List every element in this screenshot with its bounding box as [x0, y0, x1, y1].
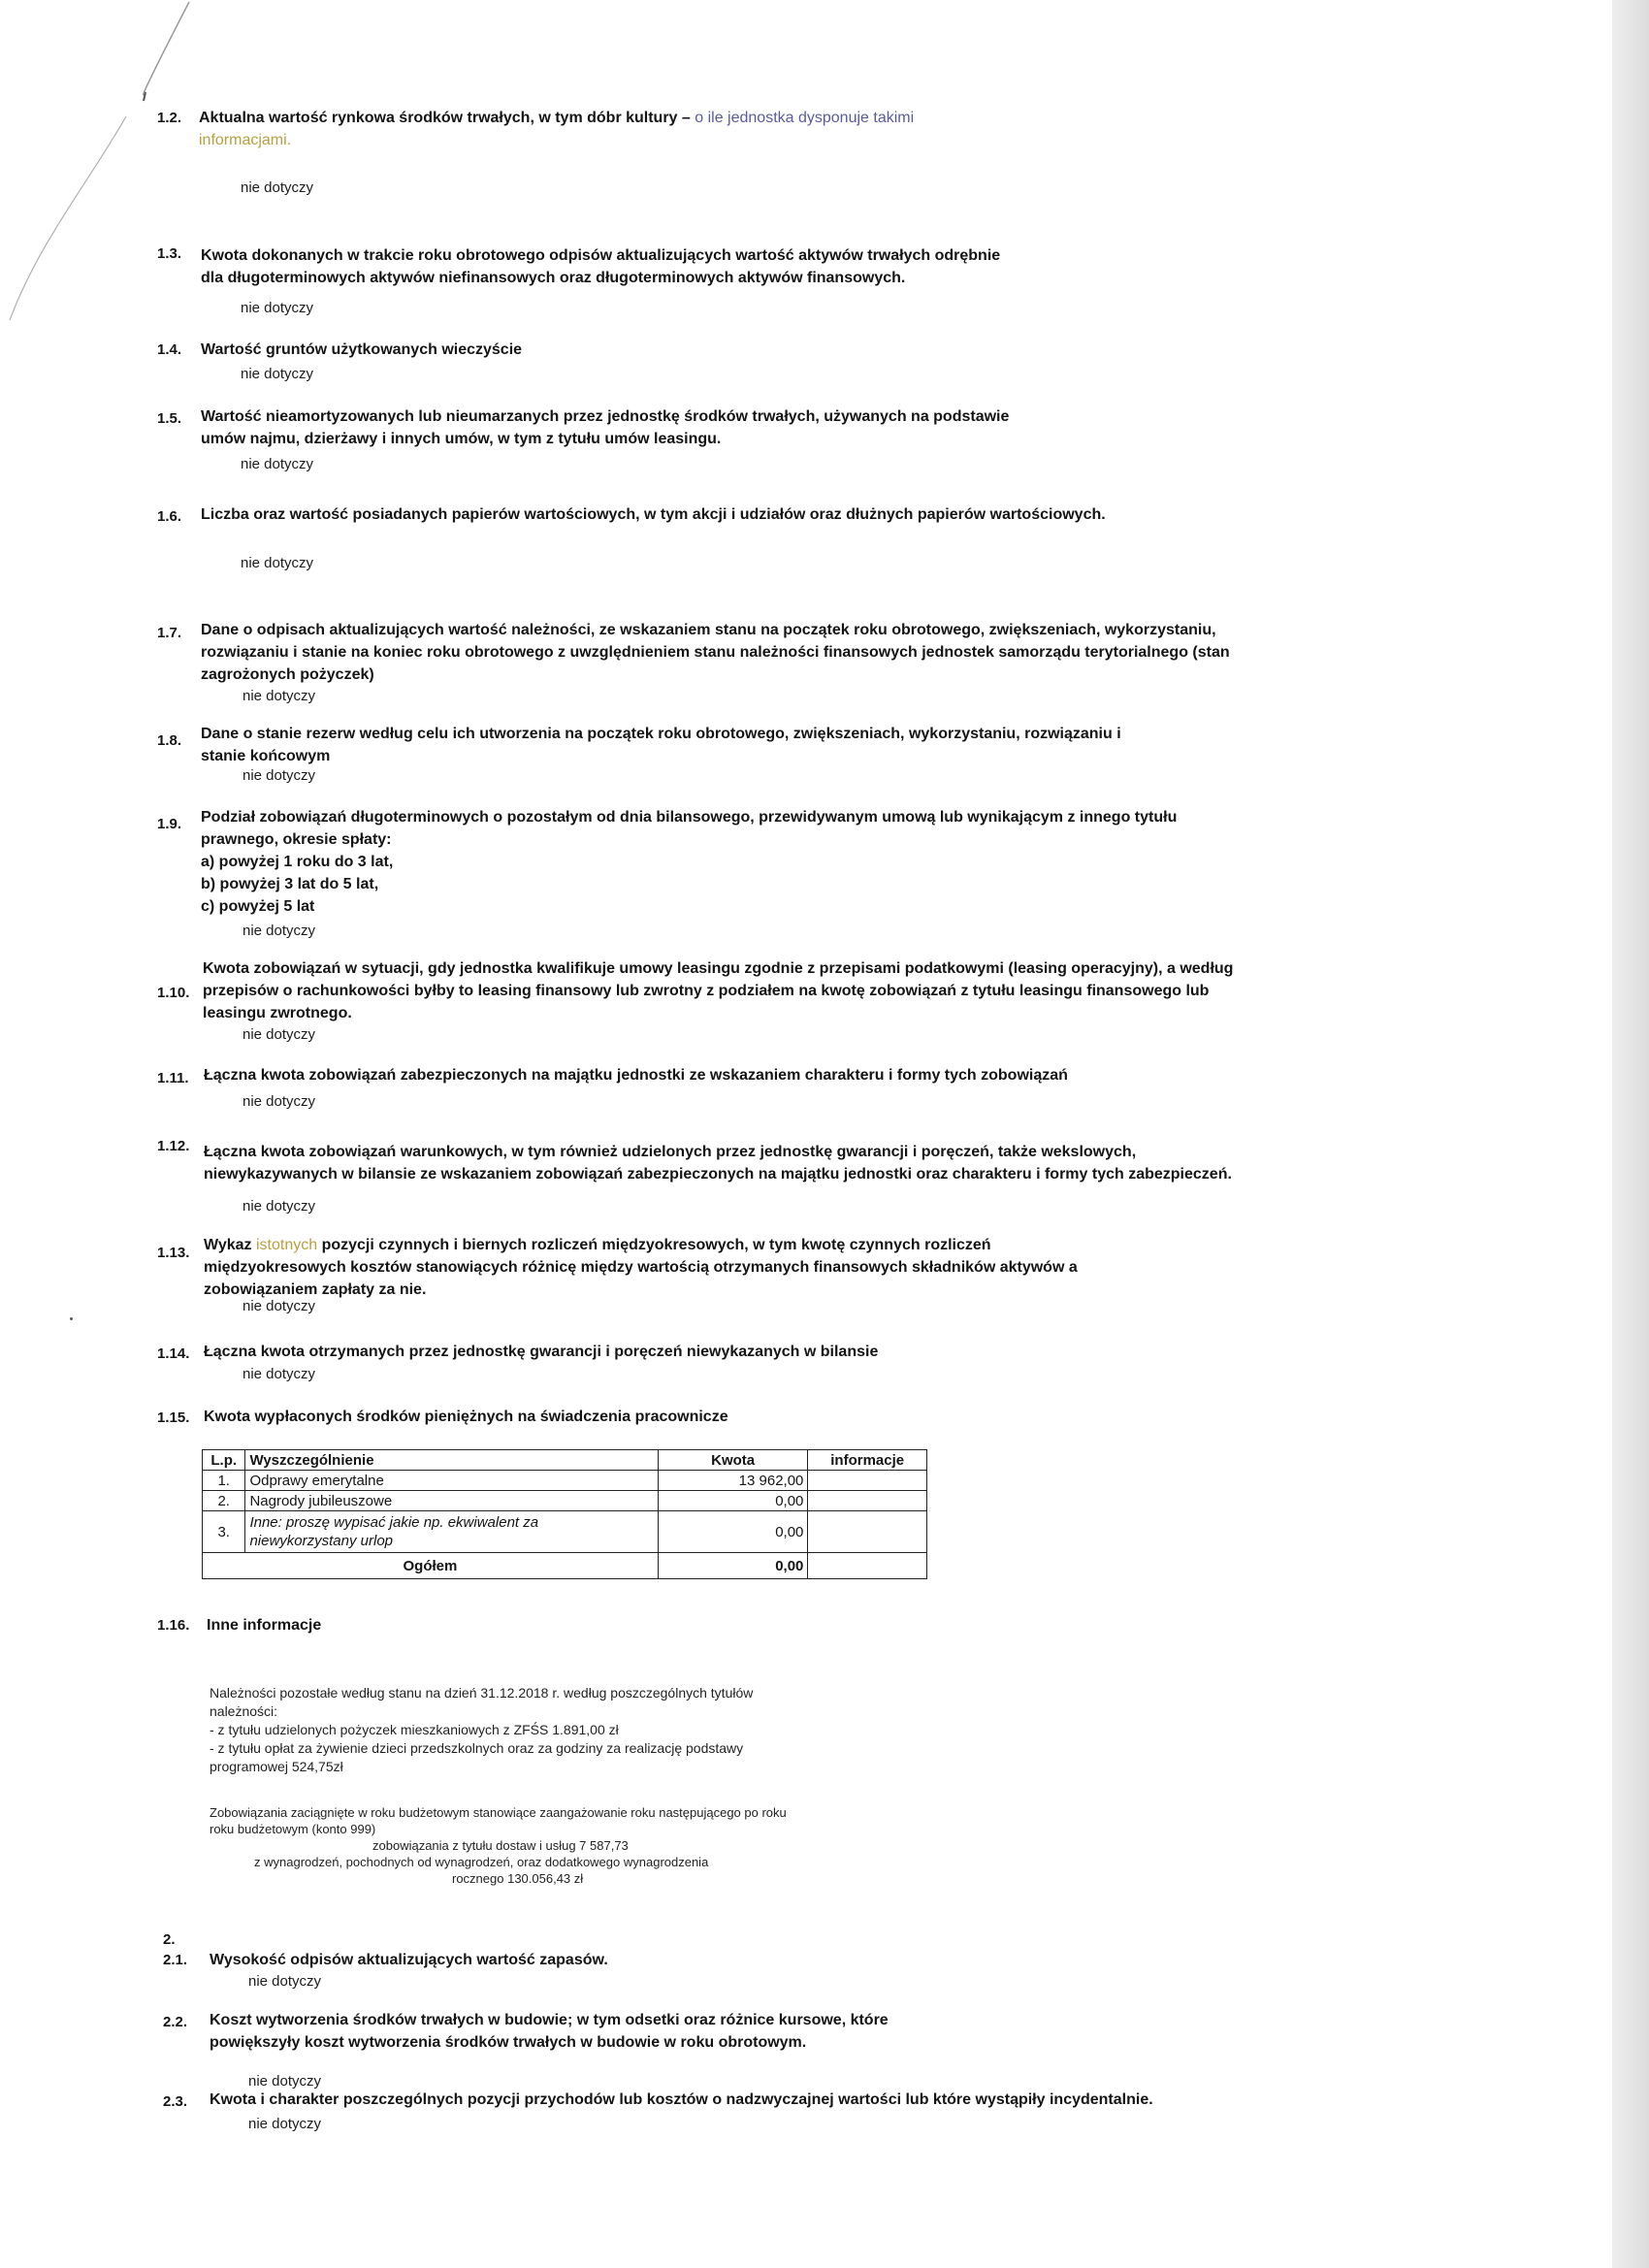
section-1-16-text: Inne informacje — [207, 1617, 322, 1634]
table-header-row — [203, 1450, 927, 1471]
note-not-applicable: nie dotyczy — [241, 555, 314, 571]
note-not-applicable: nie dotyczy — [248, 1973, 322, 1990]
paper-fold-mark — [0, 0, 194, 330]
section-1-10-text: Kwota zobowiązań w sytuacji, gdy jednostka kwalifikuje umowy leasingu zgodnie z przepisami podatkowymi (leasing operacyjny), a według przepisów o rachunkowości byłby to leasing finansowy lub zwrotny z podziałem na kwotę zobowiązań z tytułu leasingu finansowego lub leasingu zwrotnego. — [203, 960, 1234, 1021]
section-1-5-text: Wartość nieamortyzowanych lub nieumarzanych przez jednostkę środków trwałych, używanych na podstawie umów najmu, dzierżawy i innych umów, w tym z tytułu umów leasingu. — [201, 408, 1010, 447]
cell-name: Nagrody jubileuszowe — [245, 1491, 658, 1511]
section-1-13-text: Wykaz istotnych pozycji czynnych i biernych rozliczeń międzyokresowych, w tym kwotę czynnych rozliczeń międzyokresowych kosztów stanowiących różnicę między wartością otrzymanych finansowych składników aktywów a zobowiązaniem zapłaty za nie. — [204, 1237, 1078, 1298]
section-1-14-text: Łączna kwota otrzymanych przez jednostkę gwarancji i poręczeń niewykazanych w bilansie — [204, 1344, 879, 1360]
highlighted-word: istotnych — [255, 1237, 318, 1253]
section-number: 1.5. — [157, 410, 182, 427]
section-1-12-text: Łączna kwota zobowiązań warunkowych, w tym również udzielonych przez jednostkę gwarancji i poręczeń, także wekslowych, niewykazywanych w bilansie ze wskazaniem zobowiązań zabezpieczonych na majątku jednostki oraz charakteru i formy tych zabezpieczeń. — [204, 1144, 1232, 1183]
section-2-2-text: Koszt wytworzenia środków trwałych w budowie; w tym odsetki oraz różnice kursowe, które powiększyły koszt wytworzenia środków trwałych w budowie w roku obrotowym. — [210, 2012, 889, 2051]
cell-lp: 3. — [203, 1511, 245, 1553]
note-not-applicable: nie dotyczy — [242, 1298, 316, 1314]
note-not-applicable: nie dotyczy — [241, 366, 314, 382]
section-1-9-text: Podział zobowiązań długoterminowych o pozostałym od dnia bilansowego, przewidywanym umową lub wynikającym z innego tytułu prawnego, okresie spłaty: a) powyżej 1 roku do 3 lat, b) powyżej 3 lat do 5 lat, c) powyżej 5 lat — [201, 809, 1178, 915]
table-row — [203, 1491, 927, 1511]
cell-lp: 1. — [203, 1471, 245, 1491]
note-not-applicable: nie dotyczy — [241, 300, 314, 316]
section-1-6-text: Liczba oraz wartość posiadanych papierów wartościowych, w tym akcji i udziałów oraz dłużnych papierów wartościowych. — [201, 506, 1106, 523]
section-1-4-text: Wartość gruntów użytkowanych wieczyście — [201, 341, 523, 358]
section-number: 1.16. — [157, 1617, 190, 1634]
section-number: 1.13. — [157, 1245, 190, 1261]
note-not-applicable: nie dotyczy — [248, 2116, 322, 2132]
cell-info — [808, 1471, 927, 1491]
cell-amount: 0,00 — [658, 1511, 808, 1553]
section-number: 1.12. — [157, 1138, 190, 1154]
column-header: informacje — [808, 1450, 927, 1471]
note-not-applicable: nie dotyczy — [241, 179, 314, 196]
note-not-applicable: nie dotyczy — [242, 1093, 316, 1110]
section-number: 2.1. — [163, 1952, 188, 1968]
section-1-2-text: Aktualna wartość rynkowa środków trwałych, w tym dóbr kultury – o ile jednostka dysponuje takimi informacjami. — [199, 110, 915, 148]
table-total-row — [203, 1553, 927, 1579]
note-not-applicable: nie dotyczy — [242, 1026, 316, 1043]
note-not-applicable: nie dotyczy — [242, 1198, 316, 1215]
table-row — [203, 1471, 927, 1491]
section-2-1-text: Wysokość odpisów aktualizujących wartość zapasów. — [210, 1952, 608, 1968]
note-not-applicable: nie dotyczy — [248, 2073, 322, 2090]
section-number: 1.9. — [157, 816, 182, 832]
section-number: 2.2. — [163, 2014, 188, 2030]
cell-info — [808, 1511, 927, 1553]
other-info-receivables: Należności pozostałe według stanu na dzień 31.12.2018 r. według poszczególnych tytułów należności: - z tytułu udzielonych pożyczek mieszkaniowych z ZFŚS 1.891,00 zł - z tytułu opłat za żywienie dzieci przedszkolnych oraz za godziny za realizację podstawy programowej 524,75zł — [210, 1685, 754, 1774]
highlighted-phrase: o ile jednostka dysponuje takimi — [695, 110, 915, 126]
cell-info — [808, 1491, 927, 1511]
note-not-applicable: nie dotyczy — [242, 767, 316, 784]
column-header: Kwota — [658, 1450, 808, 1471]
scan-edge — [1612, 0, 1649, 2268]
section-1-15-text: Kwota wypłaconych środków pieniężnych na świadczenia pracownicze — [204, 1409, 728, 1425]
column-header: Wyszczególnienie — [245, 1450, 658, 1471]
cell-amount: 13 962,00 — [658, 1471, 808, 1491]
cell-name: Odprawy emerytalne — [245, 1471, 658, 1491]
section-1-3-text: Kwota dokonanych w trakcie roku obrotowego odpisów aktualizujących wartość aktywów trwałych odrębnie dla długoterminowych aktywów niefinansowych oraz długoterminowych aktywów finansowych. — [201, 247, 1001, 286]
table-row — [203, 1511, 927, 1553]
scan-speck — [70, 1317, 73, 1320]
column-header: L.p. — [203, 1450, 245, 1471]
section-number: 1.2. — [157, 110, 182, 126]
total-amount: 0,00 — [658, 1553, 808, 1579]
section-number: 1.7. — [157, 625, 182, 641]
other-info-liabilities: Zobowiązania zaciągnięte w roku budżetowym stanowiące zaangażowanie roku następującego po roku roku budżetowym (konto 999) zobowiązania z tytułu dostaw i usług 7 587,73 z wynagrodzeń, pochodnych od wynagrodzeń, oraz dodatkowego wynagrodzenia rocznego 130.056,43 zł — [210, 1805, 787, 1886]
note-not-applicable: nie dotyczy — [242, 688, 316, 704]
total-label: Ogółem — [203, 1553, 659, 1579]
section-1-11-text: Łączna kwota zobowiązań zabezpieczonych na majątku jednostki ze wskazaniem charakteru i formy tych zobowiązań — [204, 1067, 1068, 1084]
note-not-applicable: nie dotyczy — [242, 923, 316, 939]
section-2-number: 2. — [163, 1931, 176, 1948]
section-number: 1.6. — [157, 508, 182, 525]
cell-name: Inne: proszę wypisać jakie np. ekwiwalent za niewykorzystany urlop — [245, 1511, 658, 1553]
section-1-7-text: Dane o odpisach aktualizujących wartość należności, ze wskazaniem stanu na początek roku obrotowego, zwiększeniach, wykorzystaniu, rozwiązaniu i stanie na koniec roku obrotowego z uwzględnieniem stanu należności finansowych jednostek samorządu terytorialnego (stan zagrożonych pożyczek) — [201, 622, 1230, 683]
note-not-applicable: nie dotyczy — [241, 456, 314, 472]
section-number: 1.8. — [157, 732, 182, 749]
section-number: 1.4. — [157, 341, 182, 358]
section-2-3-text: Kwota i charakter poszczególnych pozycji przychodów lub kosztów o nadzwyczajnej wartości lub które wystąpiły incydentalnie. — [210, 2091, 1153, 2108]
note-not-applicable: nie dotyczy — [242, 1366, 316, 1382]
section-number: 2.3. — [163, 2093, 188, 2110]
cell-info — [808, 1553, 927, 1579]
section-number: 1.11. — [157, 1070, 189, 1086]
cell-amount: 0,00 — [658, 1491, 808, 1511]
section-number: 1.15. — [157, 1409, 190, 1426]
cell-lp: 2. — [203, 1491, 245, 1511]
benefits-table — [202, 1449, 927, 1579]
section-number: 1.14. — [157, 1345, 190, 1362]
section-1-8-text: Dane o stanie rezerw według celu ich utworzenia na początek roku obrotowego, zwiększeniach, wykorzystaniu, rozwiązaniu i stanie końcowym — [201, 726, 1121, 764]
section-number: 1.10. — [157, 985, 190, 1001]
section-number: 1.3. — [157, 245, 182, 262]
